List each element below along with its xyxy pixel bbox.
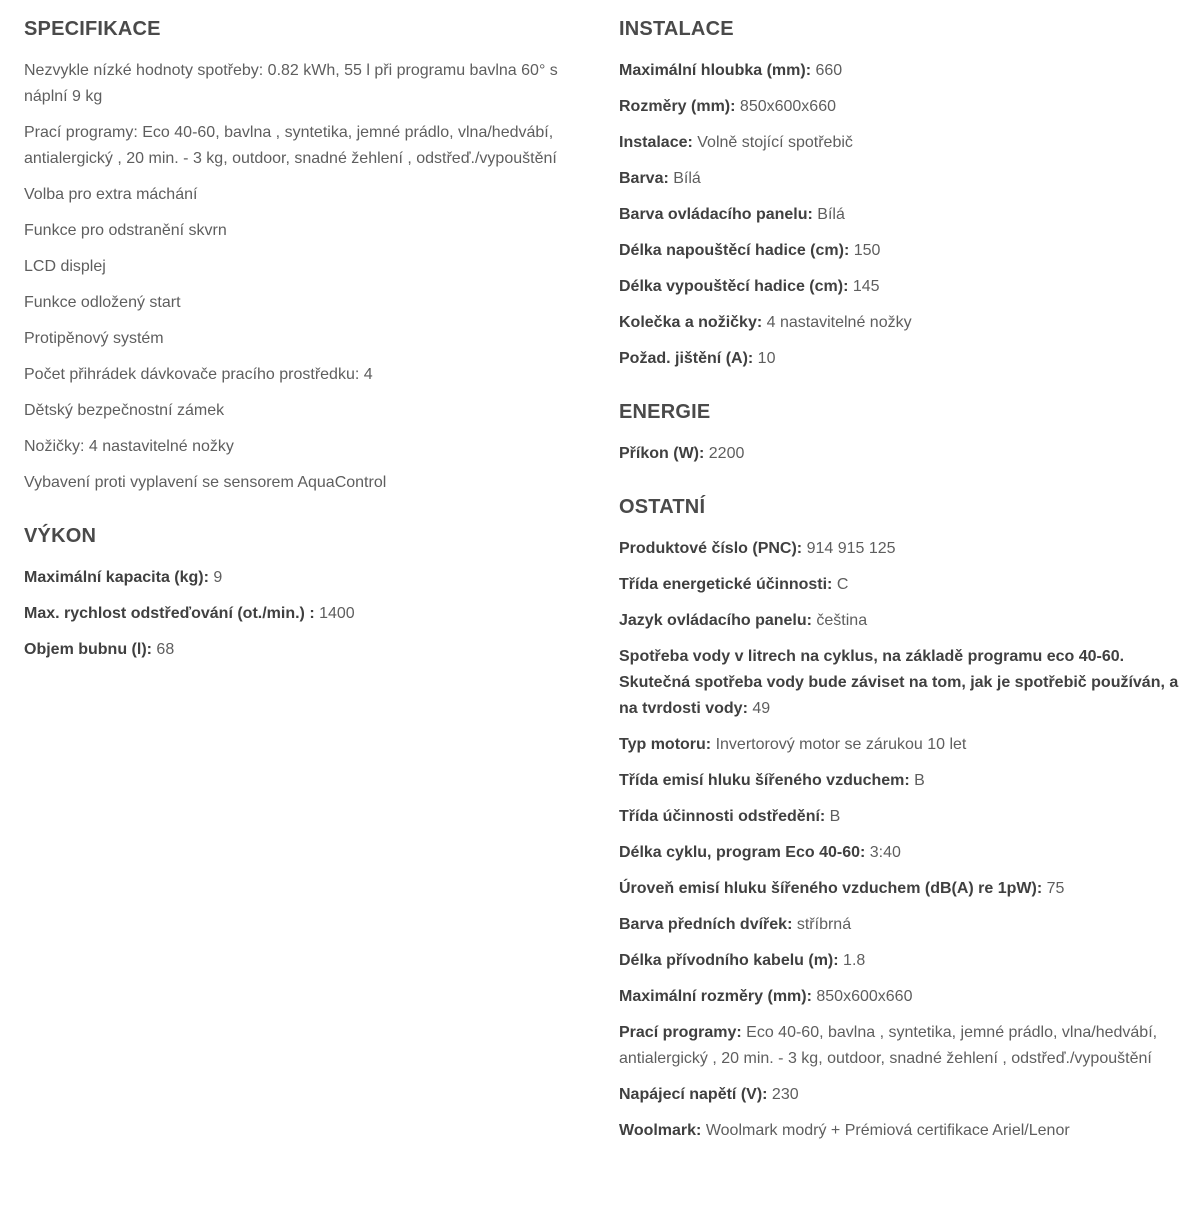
section-instalace (619, 14, 1179, 372)
spec-value: Volně stojící spotřebič (692, 134, 853, 151)
section-title-energie: ENERGIE (619, 401, 711, 423)
section-title-instalace: INSTALACE (619, 18, 734, 40)
list-item: Protipěnový systém (24, 330, 164, 347)
list-item: Nezvykle nízké hodnoty spotřeby: 0.82 kWh, 55 l při programu bavlna 60° s náplní 9 kg (24, 62, 558, 105)
right-column (619, 14, 1179, 1144)
spec-row (619, 130, 1179, 156)
spec-value: Eco 40-60, bavlna , syntetika, jemné prádlo, vlna/hedvábí, antialergický , 20 min. - 3 kg, outdoor, snadné žehlení , odstřeď./vypouštění (619, 1024, 1158, 1067)
spec-value: 145 (848, 278, 880, 295)
specifikace-list (24, 58, 596, 496)
spec-value: 68 (151, 641, 175, 658)
spec-row (619, 840, 1179, 866)
spec-key: Třída emisí hluku šířeného vzduchem: (619, 772, 910, 789)
spec-row (619, 644, 1179, 722)
spec-value: Bílá (668, 170, 701, 187)
spec-key: Barva předních dvířek: (619, 916, 793, 933)
spec-row (619, 572, 1179, 598)
spec-value: 1.8 (838, 952, 866, 969)
spec-value: B (909, 772, 925, 789)
spec-key: Woolmark: (619, 1122, 702, 1139)
spec-value: B (825, 808, 841, 825)
spec-key: Maximální hloubka (mm): (619, 62, 812, 79)
spec-key: Instalace: (619, 134, 693, 151)
spec-value: 49 (747, 700, 771, 717)
spec-row (619, 274, 1179, 300)
spec-key: Rozměry (mm): (619, 98, 736, 115)
spec-key: Třída účinnosti odstředění: (619, 808, 826, 825)
spec-key: Délka cyklu, program Eco 40-60: (619, 844, 866, 861)
spec-key: Maximální kapacita (kg): (24, 569, 209, 586)
spec-value: 3:40 (865, 844, 901, 861)
spec-row (24, 601, 596, 627)
spec-row (619, 202, 1179, 228)
spec-key: Max. rychlost odstřeďování (ot./min.) : (24, 605, 315, 622)
spec-key: Délka vypouštěcí hadice (cm): (619, 278, 849, 295)
spec-key: Délka přívodního kabelu (m): (619, 952, 839, 969)
spec-row (619, 1020, 1179, 1072)
spec-key: Požad. jištění (A): (619, 350, 754, 367)
section-energie (619, 397, 1179, 467)
spec-key: Barva ovládacího panelu: (619, 206, 813, 223)
spec-key: Maximální rozměry (mm): (619, 988, 812, 1005)
instalace-list (619, 58, 1179, 372)
list-item: Funkce odložený start (24, 294, 181, 311)
spec-row (619, 1082, 1179, 1108)
list-item: Dětský bezpečnostní zámek (24, 402, 225, 419)
vykon-list (24, 565, 596, 663)
spec-value: 660 (811, 62, 843, 79)
list-item: LCD displej (24, 258, 106, 275)
spec-value: 914 915 125 (802, 540, 896, 557)
spec-value: čeština (811, 612, 868, 629)
spec-row (24, 565, 596, 591)
spec-value: Woolmark modrý + Prémiová certifikace Ariel/Lenor (701, 1122, 1070, 1139)
spec-key: Jazyk ovládacího panelu: (619, 612, 812, 629)
spec-value: 150 (849, 242, 881, 259)
list-item: Nožičky: 4 nastavitelné nožky (24, 438, 234, 455)
ostatni-list (619, 536, 1179, 1144)
list-item: Vybavení proti vyplavení se sensorem AquaControl (24, 474, 387, 491)
spec-value: 850x600x660 (735, 98, 836, 115)
section-specifikace (24, 14, 596, 496)
spec-key: Typ motoru: (619, 736, 712, 753)
section-title-specifikace: SPECIFIKACE (24, 18, 161, 40)
spec-row (619, 536, 1179, 562)
spec-row (619, 310, 1179, 336)
left-column (24, 14, 596, 663)
spec-value: 10 (753, 350, 776, 367)
spec-row (619, 94, 1179, 120)
spec-row (619, 238, 1179, 264)
spec-row (619, 1118, 1179, 1144)
section-title-vykon: VÝKON (24, 525, 97, 547)
spec-row (619, 912, 1179, 938)
spec-key: Úroveň emisí hluku šířeného vzduchem (dB(A) re 1pW): (619, 880, 1043, 897)
spec-key: Příkon (W): (619, 445, 705, 462)
spec-value: 1400 (314, 605, 355, 622)
spec-key: Produktové číslo (PNC): (619, 540, 803, 557)
spec-value: 2200 (704, 445, 745, 462)
list-item: Počet přihrádek dávkovače pracího prostředku: 4 (24, 366, 373, 383)
spec-key: Třída energetické účinnosti: (619, 576, 833, 593)
spec-value: Invertorový motor se zárukou 10 let (711, 736, 967, 753)
list-item: Prací programy: Eco 40-60, bavlna , syntetika, jemné prádlo, vlna/hedvábí, antialergický , 20 min. - 3 kg, outdoor, snadné žehlení , odstřeď./vypouštění (24, 124, 557, 167)
section-ostatni (619, 492, 1179, 1144)
spec-value: C (832, 576, 849, 593)
list-item: Volba pro extra máchání (24, 186, 198, 203)
list-item: Funkce pro odstranění skvrn (24, 222, 227, 239)
spec-value: 9 (208, 569, 223, 586)
energie-list (619, 441, 1179, 467)
spec-key: Prací programy: (619, 1024, 742, 1041)
spec-row (619, 876, 1179, 902)
section-vykon (24, 521, 596, 663)
spec-row (619, 948, 1179, 974)
spec-value: stříbrná (792, 916, 852, 933)
spec-key: Objem bubnu (l): (24, 641, 152, 658)
spec-value: 4 nastavitelné nožky (762, 314, 912, 331)
spec-key: Spotřeba vody v litrech na cyklus, na základě programu eco 40-60. Skutečná spotřeba vody bude záviset na tom, jak je spotřebič používán, a na tvrdosti vody: (619, 648, 1179, 717)
spec-key: Barva: (619, 170, 669, 187)
spec-value: Bílá (812, 206, 845, 223)
spec-row (619, 58, 1179, 84)
spec-row (619, 166, 1179, 192)
spec-value: 75 (1042, 880, 1065, 897)
spec-value: 230 (767, 1086, 799, 1103)
spec-row (619, 984, 1179, 1010)
spec-row (619, 608, 1179, 634)
spec-key: Napájecí napětí (V): (619, 1086, 768, 1103)
spec-row (619, 732, 1179, 758)
spec-value: 850x600x660 (811, 988, 913, 1005)
spec-key: Kolečka a nožičky: (619, 314, 763, 331)
spec-row (619, 441, 1179, 467)
section-title-ostatni: OSTATNÍ (619, 496, 706, 518)
spec-row (24, 637, 596, 663)
spec-row (619, 768, 1179, 794)
spec-key: Délka napouštěcí hadice (cm): (619, 242, 850, 259)
spec-row (619, 346, 1179, 372)
spec-row (619, 804, 1179, 830)
